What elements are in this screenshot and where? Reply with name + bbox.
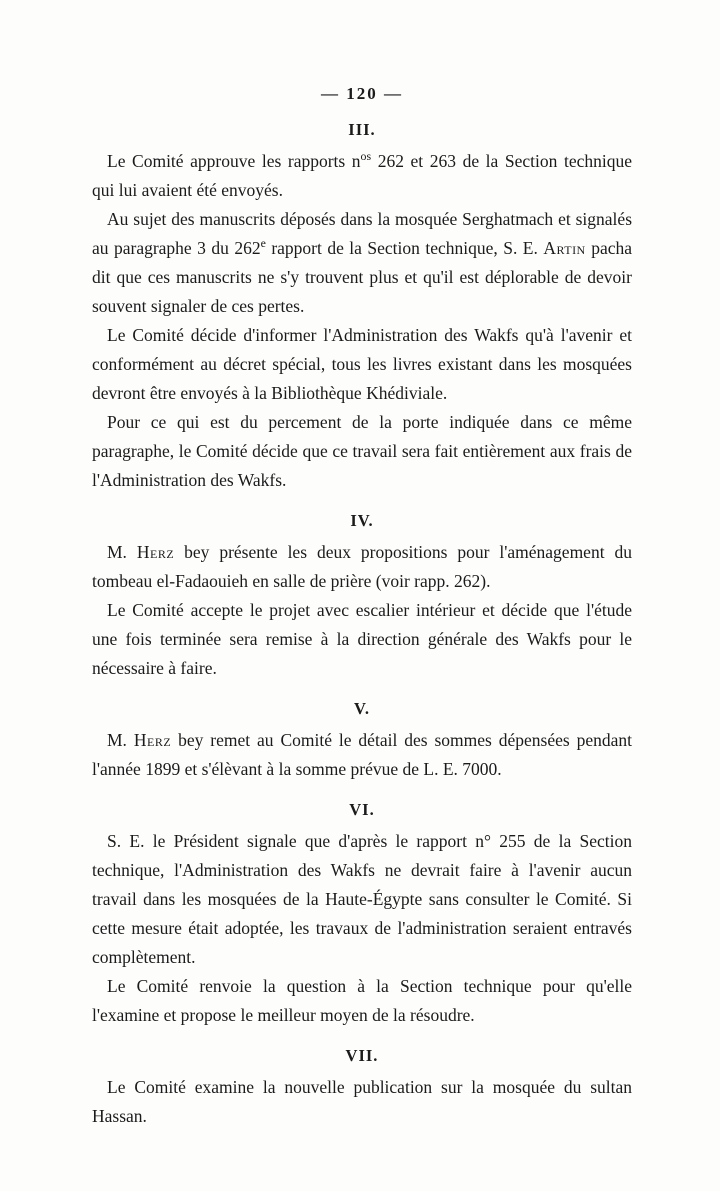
section-heading: V. [354,699,370,718]
paragraph [92,147,632,205]
text-run: Le Comité approuve les rapports n [107,151,361,171]
document-section [92,699,632,784]
text-run: M. [107,542,137,562]
document-body [92,120,632,1131]
superscript-text: e [260,236,266,251]
paragraph [92,205,632,321]
smallcaps-name: Herz [133,730,172,750]
text-run: S. E. le Président signale que d'après le rapport n° 255 de la Section technique, l'Administration des Wakfs ne devrait faire à l'avenir aucun travail dans les mosquées de la Haute-Égypte sans consulter le Comité. Si cette mesure était adoptée, les travaux de l'administration seraient entravés complètement. [92,831,632,967]
paragraph [92,321,632,408]
paragraph [92,596,632,683]
section-heading: VII. [345,1046,379,1065]
text-run: Au sujet des manuscrits déposés dans la mosquée Serghatmach et signalés au paragraphe 3 du 262 [92,209,632,258]
smallcaps-name: Herz [136,542,175,562]
text-run: Le Comité examine la nouvelle publication sur la mosquée du sultan Hassan. [92,1077,632,1126]
text-run: Le Comité renvoie la question à la Section technique pour qu'elle l'examine et propose le meilleur moyen de la résoudre. [92,976,632,1025]
section-heading: VI. [349,800,375,819]
paragraph [92,827,632,972]
text-run: 262 et 263 de la Section technique qui lui avaient été envoyés. [92,151,632,200]
text-run: M. [107,730,134,750]
smallcaps-name: Artin [543,238,586,258]
paragraph [92,726,632,784]
document-section [92,1046,632,1131]
text-run: bey présente les deux propositions pour l'aménagement du tombeau el-Fadaouieh en salle de prière (voir rapp. 262). [92,542,633,591]
text-run: bey remet au Comité le détail des sommes dépensées pendant l'année 1899 et s'élèvant à la somme prévue de L. E. 7000. [92,730,632,779]
section-heading: III. [348,120,376,139]
superscript-text: os [360,149,372,164]
paragraph [92,538,632,596]
document-section [92,511,632,683]
text-run: Pour ce qui est du percement de la porte indiquée dans ce même paragraphe, le Comité décide que ce travail sera fait entièrement aux frais de l'Administration des Wakfs. [92,412,632,490]
text-run: Le Comité accepte le projet avec escalier intérieur et décide que l'étude une fois terminée sera remise à la direction générale des Wakfs pour le nécessaire à faire. [92,600,632,678]
paragraph [92,972,632,1030]
text-run: Le Comité décide d'informer l'Administration des Wakfs qu'à l'avenir et conformément au décret spécial, tous les livres existant dans les mosquées devront être envoyés à la Bibliothèque Khédiviale. [92,325,632,403]
section-heading: IV. [350,511,374,530]
page-number: — 120 — [321,84,403,103]
document-section [92,800,632,1030]
text-run: pacha dit que ces manuscrits ne s'y trouvent plus et qu'il est déplorable de devoir souvent signaler de ces pertes. [92,238,632,316]
paragraph [92,408,632,495]
document-section [92,120,632,495]
text-run: rapport de la Section technique, S. E. [265,238,544,258]
